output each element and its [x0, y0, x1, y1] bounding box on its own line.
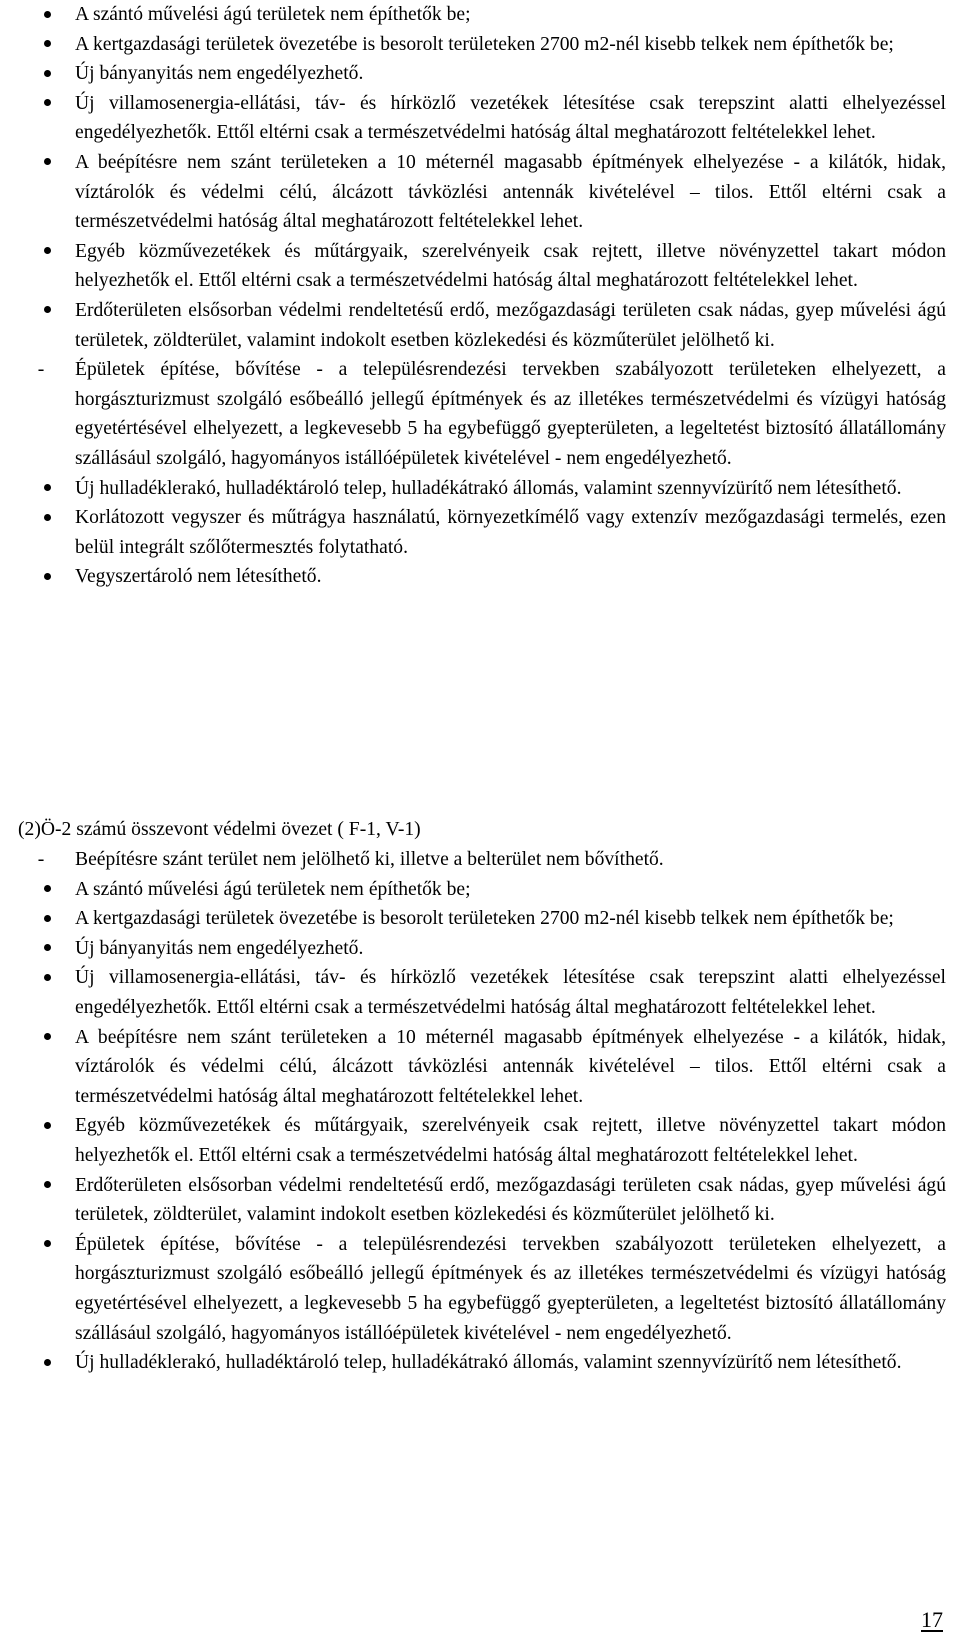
bullet-icon [37, 30, 57, 60]
bullet-icon [37, 1348, 57, 1378]
bullet-dot-icon [44, 974, 51, 981]
bullet-dot-icon [44, 1033, 51, 1040]
bullet-dot-icon [44, 40, 51, 47]
section-2-heading: (2)Ö-2 számú összevont védelmi övezet ( F-1, V-1) [18, 819, 421, 840]
list-item-text: Új hulladéklerakó, hulladéktároló telep, hulladékátrakó állomás, valamint szennyvízürítő nem létesíthető. [75, 477, 902, 499]
list-item-text: Új bányanyitás nem engedélyezhető. [75, 63, 364, 85]
bullet-icon [37, 904, 57, 934]
bullet-icon [37, 562, 57, 592]
list-item-text: A beépítésre nem szánt területeken a 10 méternél magasabb építmények elhelyezése - a kilátók, hidak, víztárolók és védelmi célú, álcázott távközlési antennák kivételével – tilos. Ettől eltérni csak a természetvédelmi hatóság által meghatározott feltételekkel lehet. [75, 1026, 946, 1107]
bullet-dot-icon [44, 885, 51, 892]
bullet-list-item [75, 30, 946, 60]
bullet-dot-icon [44, 944, 51, 951]
bullet-icon [37, 1171, 57, 1201]
bullet-list-item [75, 934, 946, 964]
section-2-list [37, 845, 946, 1378]
bullet-list-item [75, 875, 946, 905]
dash-marker: - [37, 849, 45, 870]
bullet-dot-icon [44, 915, 51, 922]
bullet-dot-icon [44, 70, 51, 77]
list-item-text: Egyéb közművezetékek és műtárgyaik, szerelvényeik csak rejtett, illetve növényzettel takart módon helyezhetők el. Ettől eltérni csak a természetvédelmi hatóság által meghatározott feltételekkel lehet. [75, 1115, 946, 1166]
bullet-list-item [75, 1111, 946, 1170]
list-item-text: Új bányanyitás nem engedélyezhető. [75, 937, 364, 959]
list-item-text: Erdőterületen elsősorban védelmi rendeltetésű erdő, mezőgazdasági területen csak nádas, gyep művelési ágú területek, zöldterület, valamint indokolt esetben közlekedési és közműterület jelölhető ki. [75, 1174, 946, 1226]
bullet-icon [37, 474, 57, 504]
bullet-dot-icon [44, 1359, 51, 1366]
bullet-list-item [75, 296, 946, 355]
bullet-icon [37, 934, 57, 964]
bullet-list-item [75, 503, 946, 562]
bullet-icon [37, 503, 57, 533]
bullet-dot-icon [44, 306, 51, 313]
list-item-text: Korlátozott vegyszer és műtrágya használatú, környezetkímélő vagy extenzív mezőgazdasági termelés, ezen belül integrált szőlőtermesztés folytatható. [75, 507, 946, 558]
bullet-list-item [75, 1171, 946, 1230]
list-item-text: Új villamosenergia-ellátási, táv- és hírközlő vezetékek létesítése csak terepszint alatti elhelyezéssel engedélyezhetők. Ettől eltérni csak a természetvédelmi hatóság által meghatározott feltételekkel lehet. [75, 967, 946, 1018]
bullet-list-item [75, 1230, 946, 1348]
bullet-icon [37, 89, 57, 119]
section-1-list [37, 0, 946, 592]
page-number: 17 [921, 1607, 943, 1632]
bullet-icon [37, 1111, 57, 1141]
list-item-text: A kertgazdasági területek övezetébe is besorolt területeken 2700 m2-nél kisebb telkek nem építhetők be; [75, 33, 894, 55]
bullet-list-item [75, 904, 946, 934]
bullet-dot-icon [44, 247, 51, 254]
bullet-icon [37, 0, 57, 30]
list-item-text: A szántó művelési ágú területek nem építhetők be; [75, 878, 471, 900]
bullet-dot-icon [44, 484, 51, 491]
bullet-icon [37, 237, 57, 267]
bullet-icon [37, 1230, 57, 1260]
bullet-dot-icon [44, 158, 51, 165]
bullet-list-item [75, 148, 946, 237]
bullet-list-item [75, 1023, 946, 1112]
dash-marker: - [37, 359, 45, 381]
dash-list-item [37, 845, 946, 875]
list-item-text: A beépítésre nem szánt területeken a 10 méternél magasabb építmények elhelyezése - a kilátók, hidak, víztárolók és védelmi célú, álcázott távközlési antennák kivételével – tilos. Ettől eltérni csak a természetvédelmi hatóság által meghatározott feltételekkel lehet. [75, 151, 946, 233]
bullet-list-item [75, 0, 946, 30]
bullet-dot-icon [44, 1240, 51, 1247]
bullet-list-item [75, 474, 946, 504]
list-item-text: Épületek építése, bővítése - a településrendezési tervekben szabályozott területeken elhelyezett, a horgászturizmust szolgáló esőbeálló jellegű építmények és az illetékes természetvédelmi és vízügyi hatóság egyetértésével elhelyezett, a legkevesebb 5 ha egybefüggő gyepterületen, a legeltetést biztosító állatállomány szállásául szolgáló, hagyományos istállóépületek kivételével - nem engedélyezhető. [75, 359, 946, 469]
bullet-dot-icon [44, 1122, 51, 1129]
list-item-text: Erdőterületen elsősorban védelmi rendeltetésű erdő, mezőgazdasági területen csak nádas, gyep művelési ágú területek, zöldterület, valamint indokolt esetben közlekedési és közműterület jelölhető ki. [75, 299, 946, 351]
list-item-text: A szántó művelési ágú területek nem építhetők be; [75, 4, 471, 25]
list-item-text: Egyéb közművezetékek és műtárgyaik, szerelvényeik csak rejtett, illetve növényzettel takart módon helyezhetők el. Ettől eltérni csak a természetvédelmi hatóság által meghatározott feltételekkel lehet. [75, 240, 946, 292]
list-item-text: Épületek építése, bővítése - a településrendezési tervekben szabályozott területeken elhelyezett, a horgászturizmust szolgáló esőbeálló jellegű építmények és az illetékes természetvédelmi és vízügyi hatóság egyetértésével elhelyezett, a legkevesebb 5 ha egybefüggő gyepterületen, a legeltetést biztosító állatállomány szállásául szolgáló, hagyományos istállóépületek kivételével - nem engedélyezhető. [75, 1233, 946, 1344]
bullet-list-item [75, 89, 946, 148]
list-item-text: Új villamosenergia-ellátási, táv- és hírközlő vezetékek létesítése csak terepszint alatti elhelyezéssel engedélyezhetők. Ettől eltérni csak a természetvédelmi hatóság által meghatározott feltételekkel lehet. [75, 92, 946, 144]
bullet-icon [37, 1023, 57, 1053]
bullet-list-item [75, 1348, 946, 1378]
bullet-icon [37, 59, 57, 89]
bullet-dot-icon [44, 1181, 51, 1188]
bullet-icon [37, 296, 57, 326]
bullet-list-item [75, 237, 946, 296]
list-item-text: Új hulladéklerakó, hulladéktároló telep, hulladékátrakó állomás, valamint szennyvízürítő nem létesíthető. [75, 1352, 902, 1374]
bullet-dot-icon [44, 573, 51, 580]
list-item-text: Beépítésre szánt terület nem jelölhető ki, illetve a belterület nem bővíthető. [75, 849, 664, 870]
list-item-text: Vegyszertároló nem létesíthető. [75, 566, 322, 588]
list-item-text: A kertgazdasági területek övezetébe is besorolt területeken 2700 m2-nél kisebb telkek nem építhetők be; [75, 908, 894, 930]
bullet-list-item [75, 562, 946, 592]
bullet-icon [37, 148, 57, 178]
dash-list-item [37, 355, 946, 473]
bullet-icon [37, 963, 57, 993]
bullet-dot-icon [44, 99, 51, 106]
bullet-dot-icon [44, 514, 51, 521]
bullet-icon [37, 875, 57, 905]
bullet-list-item [75, 59, 946, 89]
bullet-dot-icon [44, 11, 51, 18]
bullet-list-item [75, 963, 946, 1022]
